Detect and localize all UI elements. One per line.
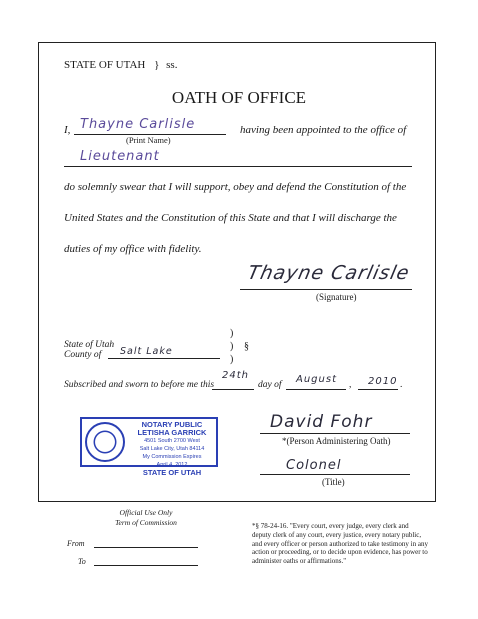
oath-prefix: I, [64,124,71,136]
title-line [260,474,410,475]
official-use-label: Official Use Only [119,508,173,517]
stamp-line-7: STATE OF UTAH [142,468,202,477]
signature-label: (Signature) [316,292,357,302]
ss-label: ss. [166,59,178,71]
paren-2: ) [230,341,234,352]
to-line [94,565,198,566]
print-name-label: (Print Name) [126,135,171,145]
venue-state: State of Utah [64,340,115,350]
day-of-text: day of [258,380,282,390]
signature-handwritten: Thayne Carlisle [245,262,412,284]
month-line [286,389,346,390]
oath-line-1: do solemnly swear that I will support, obey and defend the Constitution of the [64,181,407,193]
county-handwritten: Salt Lake [120,346,173,357]
title-handwritten: Colonel [286,458,342,473]
state-header [64,59,177,71]
day-line [212,389,254,390]
administering-handwritten: David Fohr [270,412,373,432]
state-seal-icon [85,422,125,462]
stamp-line-5: My Commission Expires [142,454,202,460]
notary-stamp [80,417,218,477]
stamp-line-2: LETISHA GARRICK [137,428,207,437]
subscribed-text: Subscribed and sworn to before me this [64,380,215,390]
administering-label: *(Person Administering Oath) [282,436,391,446]
to-label: To [78,557,86,566]
stamp-line-1: NOTARY PUBLIC [141,420,203,429]
administering-line [260,433,410,434]
paren-3: ) [230,354,234,365]
stamp-line-4: Salt Lake City, Utah 84114 [139,446,205,452]
brace: } [154,59,160,71]
office-handwritten: Lieutenant [80,149,160,164]
document-title: OATH OF OFFICE [171,88,307,107]
date-period: . [400,380,403,390]
statute-footnote: *§ 78-24-16. "Every court, every judge, every clerk and deputy clerk of any court, every justice, every notary public, and every officer or person authorized to take testimony in any action or proceeding, or to decide upon evidence, has power to administer oaths or affirmations." [252,522,428,566]
oath-line-3: duties of my office with fidelity. [64,243,202,255]
appointed-text: having been appointed to the office of [240,124,407,136]
oath-line-2: United States and the Constitution of this State and that I will discharge the [64,212,397,224]
from-line [94,547,198,548]
name-handwritten: Thayne Carlisle [80,117,196,132]
stamp-text [128,421,216,477]
signature-line [240,289,412,290]
state-label: STATE OF UTAH [64,59,146,71]
office-line [64,166,412,167]
year-handwritten: 2010 [368,376,398,387]
venue-county-label: County of [64,350,102,360]
paren-1: ) [230,328,234,339]
title-label: (Title) [322,477,345,487]
stamp-line-3: 4501 South 2700 West [144,438,200,444]
stamp-line-6: April 4, 2012 [156,462,188,468]
term-of-commission-label: Term of Commission [115,518,177,527]
from-label: From [67,539,85,548]
day-handwritten: 24th [222,370,249,381]
section-mark: § [244,341,249,352]
official-use-block [96,508,196,528]
month-handwritten: August [296,374,337,385]
date-comma: , [349,380,352,390]
county-line [108,358,220,359]
year-line [358,389,398,390]
